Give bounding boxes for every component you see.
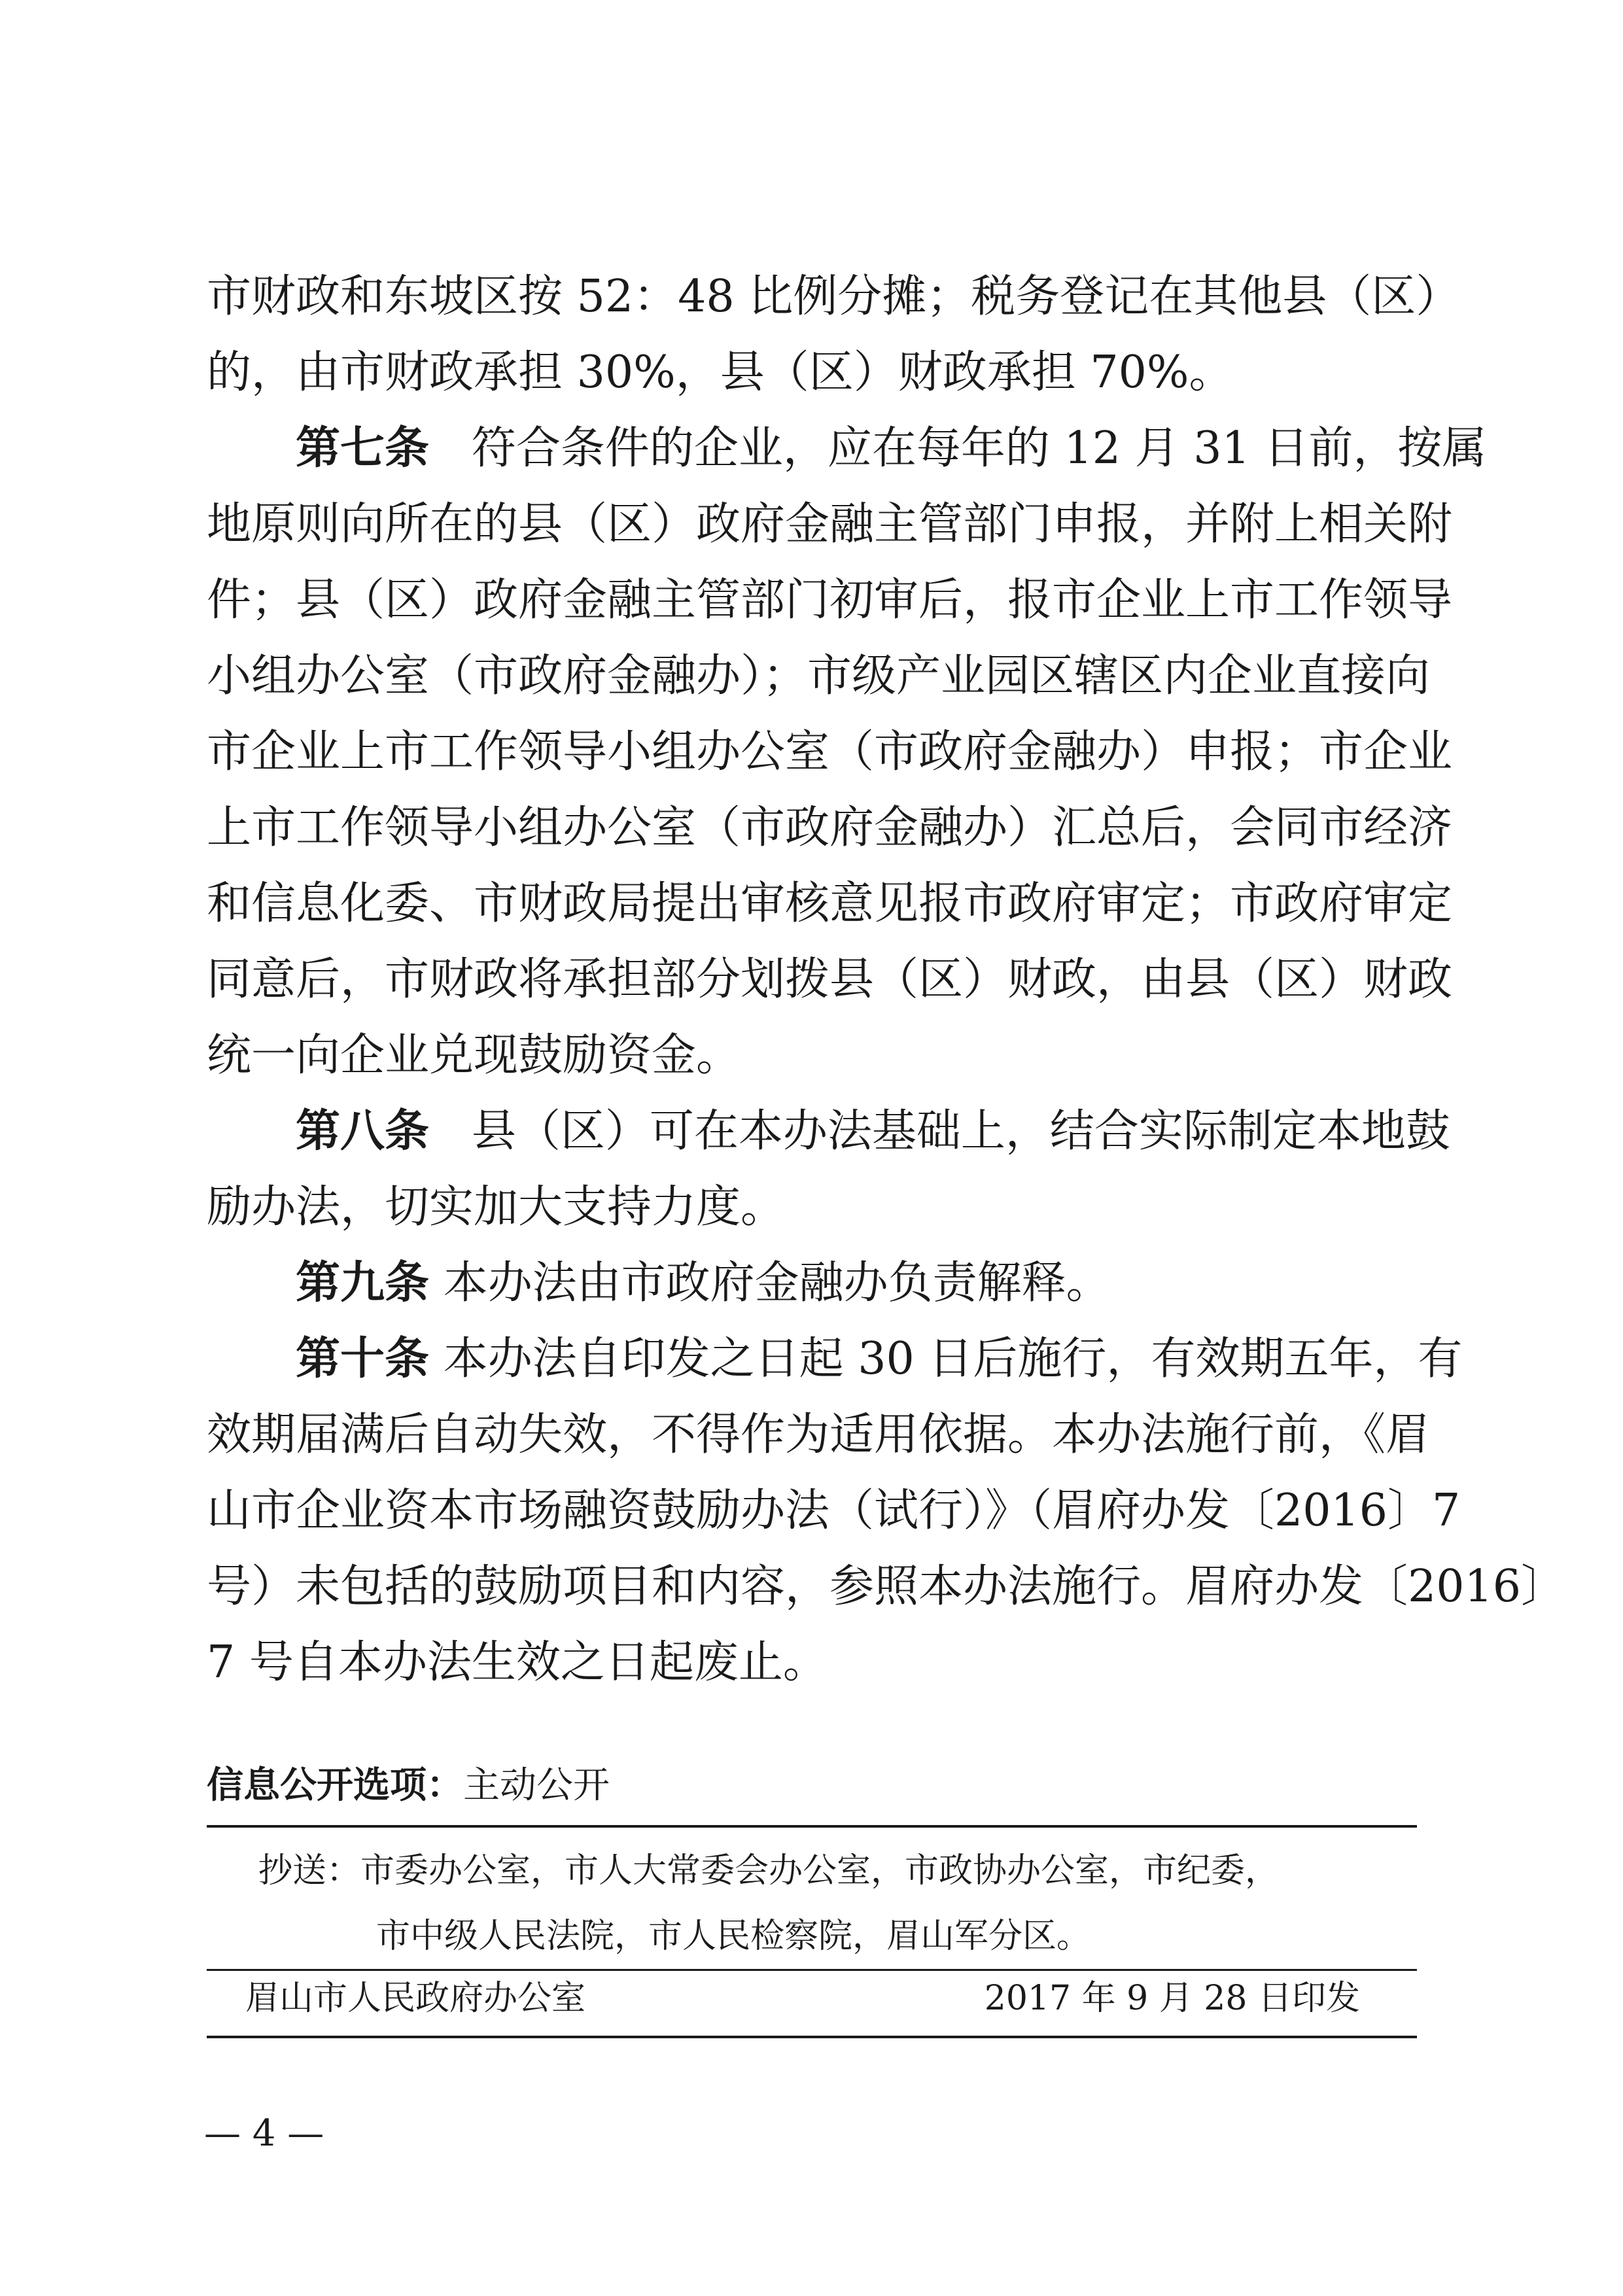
article-10-first-line [207,1321,1463,1397]
disclosure-option [207,1760,610,1812]
body-line: 符合条件的企业，应在每年的 12 月 31 日前，按属 [471,423,1487,474]
body-line: 统一向企业兑现鼓励资金。 [207,1030,741,1081]
cc-line-2: 市中级人民法院，市人民检察院，眉山军分区。 [376,1917,1091,1956]
body-line: 效期届满后自动失效，不得作为适用依据。本办法施行前，《眉 [207,1409,1431,1461]
body-line: 市财政和东坡区按 52：48 比例分摊；税务登记在其他县（区） [207,271,1461,322]
disclosure-label: 信息公开选项： [207,1764,463,1807]
body-line: 同意后，市财政将承担部分划拨县（区）财政，由县（区）财政 [207,954,1453,1005]
disclosure-value: 主动公开 [463,1764,610,1807]
cc-line-1: 市委办公室，市人大常委会办公室，市政协办公室，市纪委， [360,1851,1280,1890]
article-spacer [429,423,472,474]
body-line: 地原则向所在的县（区）政府金融主管部门申报，并附上相关附 [207,498,1453,550]
body-line: 号）未包括的鼓励项目和内容，参照本办法施行。眉府办发〔2016〕 [207,1561,1566,1612]
divider-top [207,1825,1417,1828]
article-8-first-line [207,1094,1450,1170]
body-line: 7 号自本办法生效之日起废止。 [207,1637,828,1688]
cc-block [258,1838,1279,1969]
body-line: 山市企业资本市场融资鼓励办法（试行）》（眉府办发〔2016〕7 [207,1485,1461,1537]
document-body [207,259,1566,1701]
article-heading: 第十条 [296,1333,430,1385]
article-heading: 第九条 [296,1257,430,1309]
divider-bottom [207,2036,1417,2038]
body-line: 上市工作领导小组办公室（市政府金融办）汇总后，会同市经济 [207,802,1453,854]
body-line: 本办法自印发之日起 30 日后施行，有效期五年，有 [443,1333,1463,1385]
page-number: — 4 — [204,2112,324,2155]
article-7-first-line [207,411,1487,487]
body-line: 县（区）可在本办法基础上，结合实际制定本地鼓 [471,1105,1450,1157]
article-spacer [429,1257,444,1309]
body-line: 市企业上市工作领导小组办公室（市政府金融办）申报；市企业 [207,726,1453,778]
body-line: 本办法由市政府金融办负责解释。 [443,1257,1111,1309]
body-line: 和信息化委、市财政局提出审核意见报市政府审定；市政府审定 [207,878,1453,930]
issue-date: 2017 年 9 月 28 日印发 [984,1979,1360,2018]
article-spacer [429,1333,444,1385]
body-line: 件；县（区）政府金融主管部门初审后，报市企业上市工作领导 [207,574,1453,626]
cc-row-1 [258,1838,1279,1904]
body-line: 励办法，切实加大支持力度。 [207,1181,786,1233]
body-line: 小组办公室（市政府金融办）；市级产业园区辖区内企业直接向 [207,650,1431,702]
article-spacer [429,1105,472,1157]
article-9-first-line [207,1245,1417,1321]
article-heading: 第七条 [296,423,430,474]
article-heading: 第八条 [296,1105,430,1157]
issuer: 眉山市人民政府办公室 [245,1979,586,2018]
cc-label: 抄送： [258,1851,361,1890]
body-line: 的，由市财政承担 30%，县（区）财政承担 70%。 [207,347,1234,398]
